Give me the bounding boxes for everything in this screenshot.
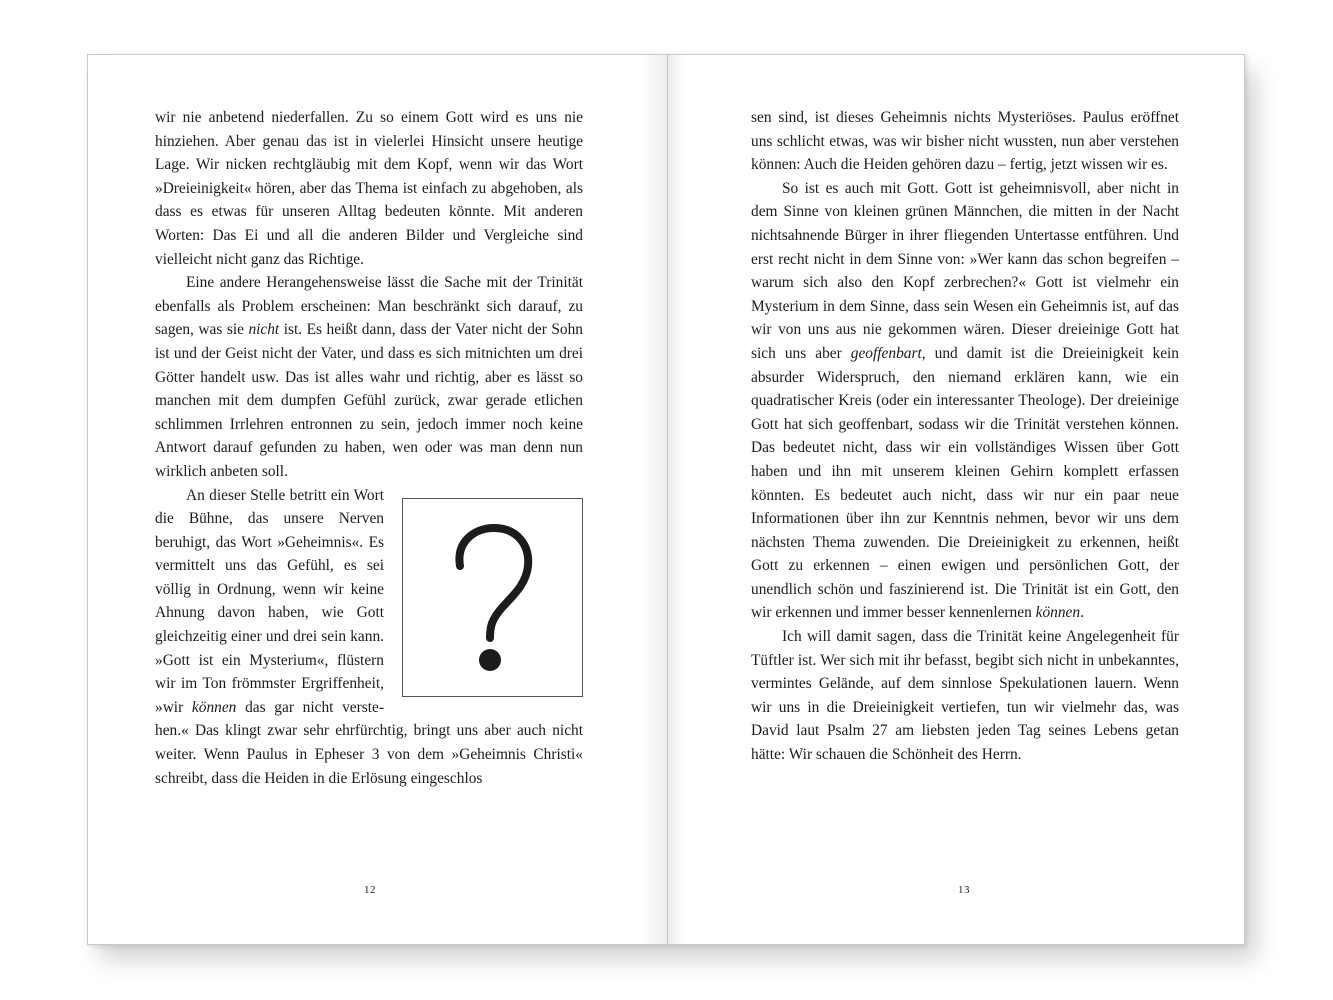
right-page-body (751, 106, 1179, 767)
question-mark-figure (402, 498, 583, 697)
page-number: 12 (364, 884, 376, 896)
left-page (87, 54, 667, 945)
gutter-shadow (667, 55, 685, 944)
paragraph: wir nie anbetend niederfallen. Zu so einem Gott wird es uns nie hinziehen. Aber genau das ist in vielerlei Hinsicht unsere heutige Lage. Wir nicken rechtgläubig mit dem Kopf, wenn wir das Wort »Dreieinigkeit« hören, aber das Thema ist einfach zu abgehoben, als dass es etwas für unseren Alltag bedeuten könnte. Mit anderen Worten: Das Ei und all die anderen Bilder und Vergleiche sind vielleicht nicht ganz das Richtige. (155, 109, 583, 268)
gutter-shadow (641, 55, 667, 944)
paragraph: Eine andere Herangehensweise lässt die Sache mit der Trinität ebenfalls als Problem erscheinen: Man beschränkt sich darauf, zu sagen, was sie nicht ist. Es heißt dann, dass der Vater nicht der Sohn ist und der Geist nicht der Vater, und dass es sich mitnichten um drei Götter handelt usw. Das ist alles wahr und richtig, aber es lässt so manchen mit dem dumpfen Gefühl zurück, zwar gerade etlichen schlimmen Irrlehren entronnen zu sein, jedoch immer noch keine Antwort darauf gefunden zu haben, wen oder was man denn nun wirklich anbeten soll. (155, 274, 583, 480)
left-page-body (155, 106, 583, 790)
paragraph: sen sind, ist dieses Geheimnis nichts Mysteriöses. Paulus eröffnet uns schlicht etwas, was wir bisher nicht wussten, nun aber verstehen können: Auch die Heiden gehören dazu – fertig, jetzt wissen wir es. (751, 109, 1179, 174)
book-spread (87, 54, 1245, 945)
page-number: 13 (958, 884, 970, 896)
right-page (667, 54, 1245, 945)
paragraph: Ich will damit sagen, dass die Trinität keine Angelegenheit für Tüftler ist. Wer sich mit ihr befasst, begibt sich nicht in unbekanntes, vermintes Gelände, auf dem sinnlose Spekulationen lauern. Wenn wir uns in die Dreieinigkeit vertiefen, tun wir vielmehr das, was David laut Psalm 27 am liebsten jeden Tag seines Lebens getan hätte: Wir schauen die Schönheit des Herrn. (751, 628, 1179, 764)
question-mark-icon (448, 522, 538, 672)
emphasis: können (191, 698, 237, 716)
paragraph: An dieser Stelle betritt ein Wort die Bühne, das unsere Nerven beruhigt, das Wort »Geheimnis«. Es vermittelt uns das Gefühl, es sei völlig in Ordnung, wenn wir keine Ahnung davon haben, wie Gott gleichzeitig einer und drei sein kann. »Gott ist ein Mysterium«, flüstern wir im Ton frömmster Ergriffenheit, »wir können das gar nicht verstehen.« Das klingt zwar sehr ehrfürchtig, bringt uns aber auch nicht weiter. Wenn Paulus in Epheser 3 von dem »Geheimnis Christi« schreibt, dass die Heiden in die Erlösung eingeschlos (155, 486, 583, 787)
emphasis: können (1035, 604, 1081, 622)
paragraph: So ist es auch mit Gott. Gott ist geheimnisvoll, aber nicht in dem Sinne von kleinen grünen Männchen, die mitten in der Nacht nichtsahnende Bürger in ihrer fliegenden Untertasse entführen. Und erst recht nicht in dem Sinne von: »Wer kann das schon begreifen – warum sich also den Kopf zerbrechen?« Gott ist vielmehr ein Mysterium in dem Sinne, dass sein Wesen ein Geheimnis ist, auf das wir von uns aus nie gekommen wären. Dieser dreieinige Gott hat sich uns aber geoffenbart, und damit ist die Dreieinigkeit kein absurder Widerspruch, den niemand erklären kann, wie ein quadratischer Kreis (oder ein interessanter Theologe). Der dreieinige Gott hat sich geoffenbart, sodass wir die Trinität verstehen können. Das bedeutet nicht, dass wir ein vollständiges Wissen über Gott haben und ihn mit unserem kleinen Gehirn komplett erfassen könnten. Es bedeutet auch nicht, dass wir nur ein paar neue Informationen über ihn zur Kenntnis nehmen, bevor wir uns dem nächsten Thema zuwenden. Die Dreieinigkeit zu erkennen, heißt Gott zu erkennen – einen ewigen und persönlichen Gott, der unendlich schön und faszinierend ist. Die Trinität ist ein Gott, den wir erkennen und immer besser kennenlernen können. (751, 179, 1180, 622)
emphasis: geoffenbart, (850, 344, 926, 362)
emphasis: nicht (248, 321, 280, 339)
